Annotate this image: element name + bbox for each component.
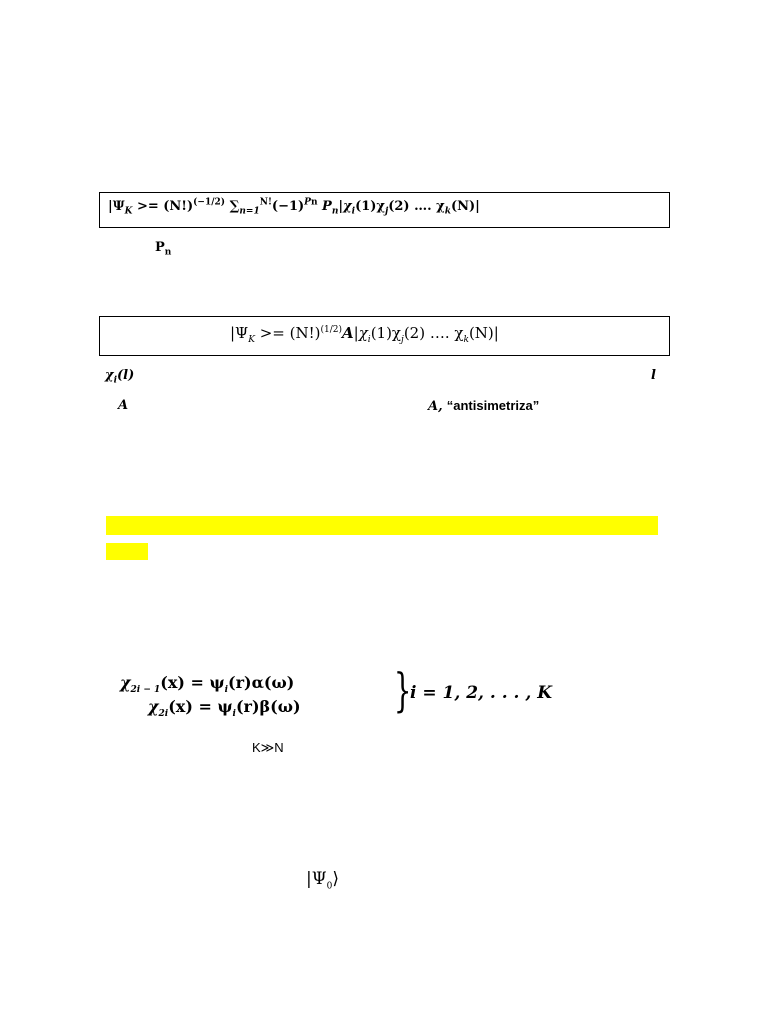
- highlight-bar-1: [106, 516, 658, 535]
- spin-orbital-label: $\chi_i(l)$: [105, 368, 135, 386]
- spin-orbital-equation-line-1: $\chi_{2i - 1}(x) = \psi_i(r)\alpha(\omega)$: [120, 673, 295, 696]
- equation-box-1: [99, 192, 670, 228]
- highlight-bar-2: [106, 543, 148, 560]
- right-brace: }: [393, 663, 412, 717]
- index-range: i = 1, 2, . . . , K: [410, 683, 552, 703]
- electron-index-label: l: [651, 368, 656, 383]
- antisymmetrizer-label-left: A: [118, 398, 129, 413]
- antisymmetrizer-description: A, “antisimetriza”: [428, 398, 540, 414]
- slater-determinant-equation-1: $|\Psi_K >= (N!)^{(-1/2)}$ $\sum_{n=1}^{N!}(-1)^{Pn}$ $P_n|\chi_i(1)\chi_j(2)$ …. $\chi_k(N)|$: [108, 197, 480, 217]
- ground-state-ket: $|\Psi_0⟩$: [306, 869, 340, 892]
- permutation-operator-label: $P_n$: [155, 240, 172, 258]
- equation-box-2: [99, 316, 670, 356]
- slater-determinant-equation-2: $|\Psi_K >= (N!)^{(1/2)}A|\chi_i(1)\chi_j(2)$ …. $\chi_k(N)|$: [230, 324, 499, 345]
- k-much-greater-than-n: K≫N: [252, 740, 284, 755]
- spin-orbital-equation-line-2: $\chi_{2i}(x) = \psi_i(r)\beta(\omega)$: [148, 697, 301, 720]
